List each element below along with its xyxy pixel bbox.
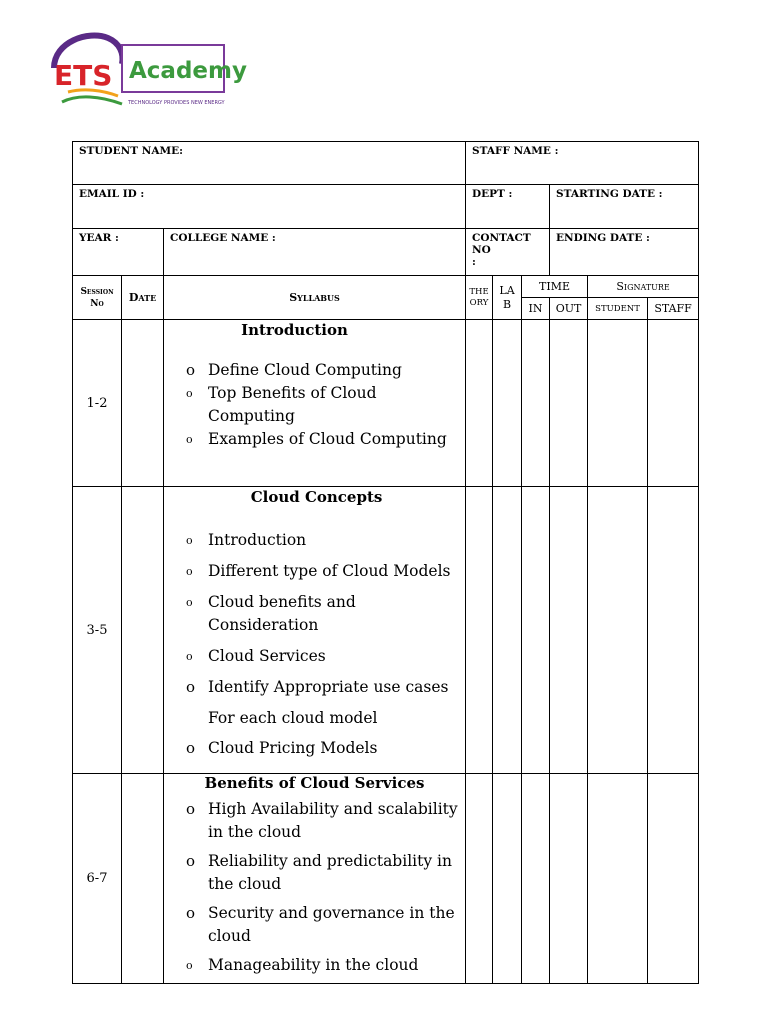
college-name-field[interactable]: COLLEGE NAME :: [164, 229, 466, 276]
topic-item: o Reliability and predictability in the cloud: [186, 852, 452, 893]
topic-continuation: For each cloud model: [208, 709, 378, 727]
signature-staff-header: STAFF: [648, 298, 699, 320]
email-field[interactable]: EMAIL ID :: [73, 185, 466, 229]
syllabus-form-table: [72, 141, 699, 984]
time-header: TIME: [522, 276, 588, 298]
staff-name-field[interactable]: STAFF NAME :: [466, 142, 699, 185]
student-signature-cell[interactable]: [588, 320, 648, 487]
session-row: [73, 774, 699, 984]
student-signature-cell[interactable]: [588, 774, 648, 984]
ending-date-field[interactable]: ENDING DATE :: [550, 229, 699, 276]
theory-header: THE ORY: [466, 276, 493, 320]
syllabus-cell: [164, 487, 466, 774]
signature-header: Signature: [588, 276, 699, 298]
theory-cell[interactable]: [466, 774, 493, 984]
topic-item: o Cloud Pricing Models: [186, 739, 378, 757]
date-header: Date: [122, 276, 164, 320]
svg-text:Academy: Academy: [129, 58, 247, 84]
topic-title: Introduction: [241, 321, 348, 339]
topic-item: o Manageability in the cloud: [186, 956, 419, 974]
lab-cell[interactable]: [493, 774, 522, 984]
staff-signature-cell[interactable]: [648, 487, 699, 774]
topic-item: o High Availability and scalability in the cloud: [186, 800, 458, 841]
dept-field[interactable]: DEPT :: [466, 185, 550, 229]
topic-item: o Different type of Cloud Models: [186, 562, 451, 580]
time-in-header: IN: [522, 298, 550, 320]
session-row: [73, 487, 699, 774]
svg-text:TECHNOLOGY PROVIDES NEW ENERGY: TECHNOLOGY PROVIDES NEW ENERGY: [128, 100, 225, 106]
starting-date-field[interactable]: STARTING DATE :: [550, 185, 699, 229]
student-signature-cell[interactable]: [588, 487, 648, 774]
lab-cell[interactable]: [493, 487, 522, 774]
topic-item: o Examples of Cloud Computing: [186, 430, 447, 448]
student-name-field[interactable]: STUDENT NAME:: [73, 142, 466, 185]
time-out-cell[interactable]: [550, 487, 588, 774]
session-no-header: Session No: [73, 276, 122, 320]
topic-item: o Identify Appropriate use cases: [186, 678, 449, 696]
time-in-cell[interactable]: [522, 320, 550, 487]
theory-cell[interactable]: [466, 487, 493, 774]
time-in-cell[interactable]: [522, 774, 550, 984]
session-number: 3-5: [73, 487, 122, 774]
date-cell[interactable]: [122, 320, 164, 487]
staff-signature-cell[interactable]: [648, 774, 699, 984]
topic-list: [164, 737, 465, 760]
topic-item: o Security and governance in the cloud: [186, 904, 455, 945]
staff-signature-cell[interactable]: [648, 320, 699, 487]
syllabus-cell: [164, 774, 466, 984]
topic-list: [164, 529, 465, 699]
time-out-header: OUT: [550, 298, 588, 320]
ets-academy-logo: [48, 30, 247, 110]
topic-list: [164, 359, 465, 451]
time-out-cell[interactable]: [550, 320, 588, 487]
lab-header: LA B: [493, 276, 522, 320]
contact-no-field[interactable]: CONTACT NO :: [466, 229, 550, 276]
syllabus-cell: [164, 320, 466, 487]
date-cell[interactable]: [122, 774, 164, 984]
time-out-cell[interactable]: [550, 774, 588, 984]
year-field[interactable]: YEAR :: [73, 229, 164, 276]
topic-item: o Define Cloud Computing: [186, 361, 402, 379]
topic-item: o Cloud benefits and Consideration: [186, 593, 356, 634]
session-row: [73, 320, 699, 487]
svg-text:ETS: ETS: [54, 59, 113, 92]
session-number: 6-7: [73, 774, 122, 984]
lab-cell[interactable]: [493, 320, 522, 487]
topic-title: Benefits of Cloud Services: [204, 774, 425, 792]
session-number: 1-2: [73, 320, 122, 487]
topic-title: Cloud Concepts: [250, 488, 383, 506]
topic-item: o Introduction: [186, 531, 307, 549]
topic-item: o Top Benefits of Cloud Computing: [186, 384, 377, 425]
time-in-cell[interactable]: [522, 487, 550, 774]
syllabus-header: Syllabus: [164, 276, 466, 320]
signature-student-header: STUDENT: [588, 298, 648, 320]
topic-list: [164, 798, 465, 977]
date-cell[interactable]: [122, 487, 164, 774]
topic-item: o Cloud Services: [186, 647, 326, 665]
theory-cell[interactable]: [466, 320, 493, 487]
